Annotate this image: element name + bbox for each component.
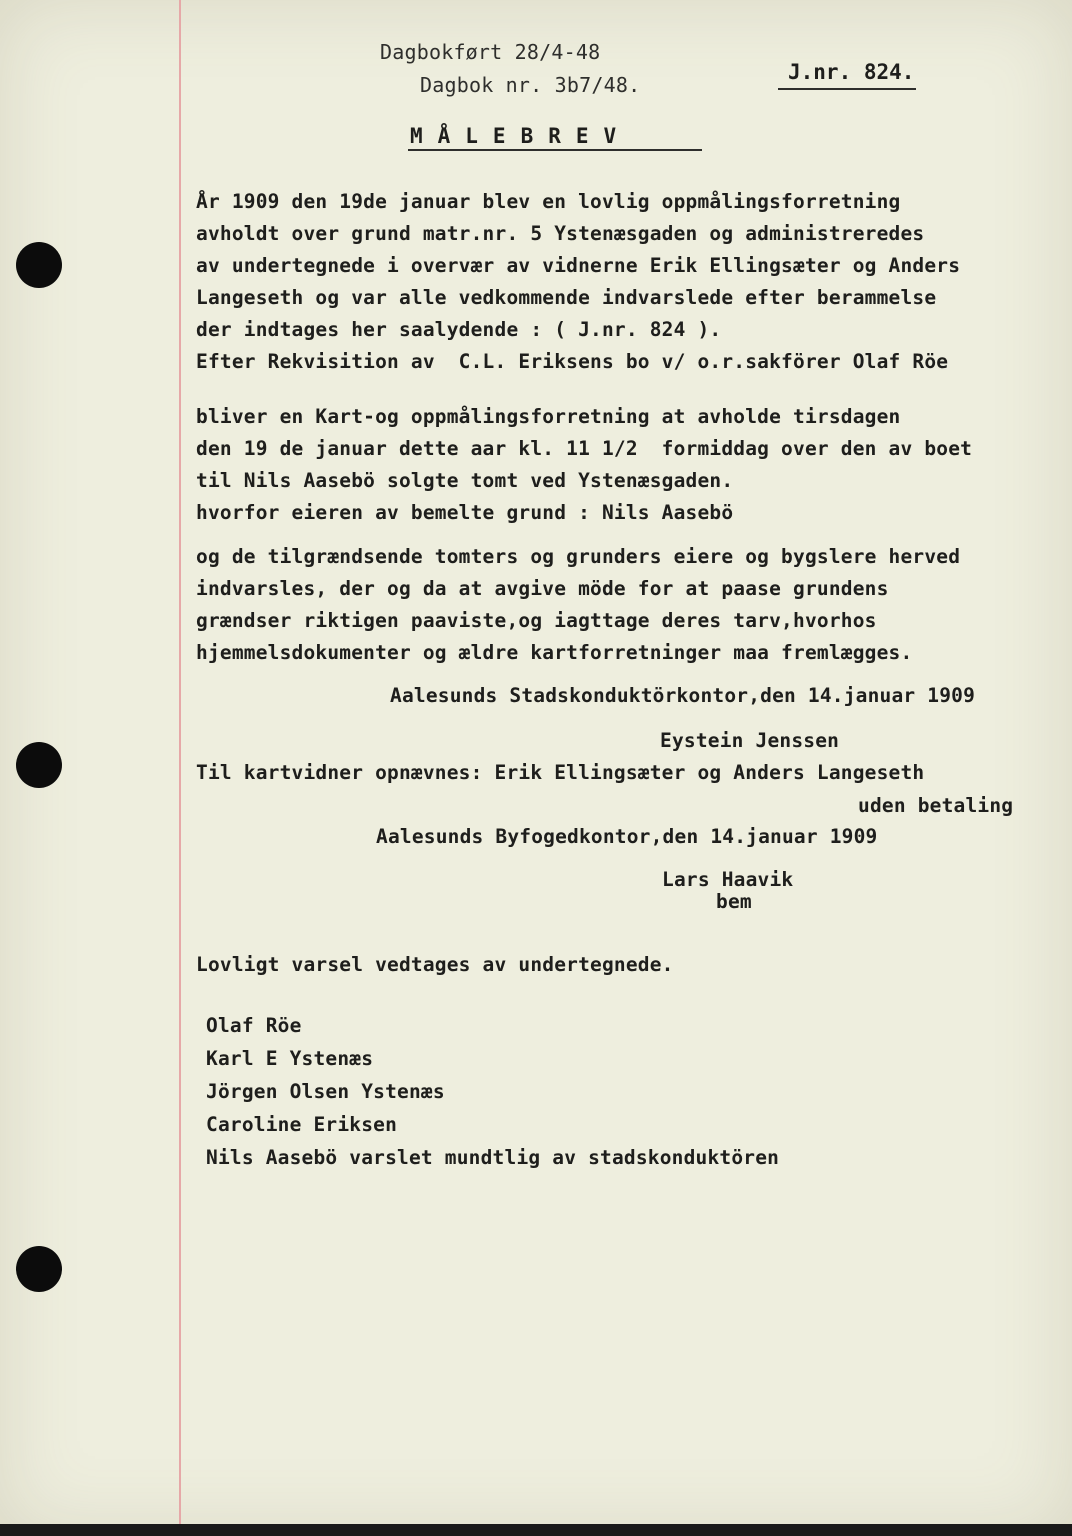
punch-hole-top (16, 242, 62, 288)
body-line: den 19 de januar dette aar kl. 11 1/2 formiddag over den av boet (196, 437, 973, 460)
signatory-line: Nils Aasebö varslet mundtlig av stadskonduktören (206, 1146, 780, 1169)
document-title: MÅLEBREV (410, 124, 632, 148)
margin-line (179, 0, 181, 1536)
body-line: grændser riktigen paaviste,og iagttage deres tarv,hvorhos (196, 609, 877, 632)
signatory-line: Olaf Röe (206, 1014, 302, 1037)
place-date-line: Aalesunds Byfogedkontor,den 14.januar 1909 (376, 825, 878, 848)
signature-name: Eystein Jenssen (660, 729, 840, 752)
body-line: Efter Rekvisition av C.L. Eriksens bo v/ o.r.sakförer Olaf Röe (196, 350, 949, 373)
signature-name: Lars Haavik (662, 868, 794, 891)
body-line: avholdt over grund matr.nr. 5 Ystenæsgaden og administreredes (196, 222, 925, 245)
punch-hole-bottom (16, 1246, 62, 1292)
place-date-line: Aalesunds Stadskonduktörkontor,den 14.januar 1909 (390, 684, 976, 707)
body-line: hjemmelsdokumenter og ældre kartforretninger maa fremlægges. (196, 641, 913, 664)
body-line: og de tilgrændsende tomters og grunders eiere og bygslere herved (196, 545, 961, 568)
dagbokfort-stamp: Dagbokført 28/4-48 (380, 40, 601, 64)
payment-note: uden betaling (858, 794, 1014, 817)
body-line: Langeseth og var alle vedkommende indvarslede efter berammelse (196, 286, 937, 309)
signatory-line: Caroline Eriksen (206, 1113, 398, 1136)
witness-line: Til kartvidner opnævnes: Erik Ellingsæter og Anders Langeseth (196, 761, 925, 784)
journal-number-underline (778, 88, 916, 90)
body-line: indvarsles, der og da at avgive möde for at paase grundens (196, 577, 889, 600)
body-line: bliver en Kart-og oppmålingsforretning at avholde tirsdagen (196, 405, 901, 428)
body-line: hvorfor eieren av bemelte grund : Nils Aasebö (196, 501, 734, 524)
acceptance-line: Lovligt varsel vedtages av undertegnede. (196, 953, 674, 976)
body-line: der indtages her saalydende : ( J.nr. 824 ). (196, 318, 722, 341)
punch-hole-middle (16, 742, 62, 788)
body-line: av undertegnede i overvær av vidnerne Erik Ellingsæter og Anders (196, 254, 961, 277)
scan-edge (0, 1524, 1072, 1536)
dagbok-number: Dagbok nr. 3b7/48. (420, 73, 641, 97)
signature-note: bem (716, 890, 752, 913)
signatory-line: Karl E Ystenæs (206, 1047, 374, 1070)
body-line: År 1909 den 19de januar blev en lovlig oppmålingsforretning (196, 190, 901, 213)
title-underline (408, 149, 702, 151)
body-line: til Nils Aasebö solgte tomt ved Ystenæsgaden. (196, 469, 734, 492)
journal-number: J.nr. 824. (788, 60, 915, 84)
signatory-line: Jörgen Olsen Ystenæs (206, 1080, 445, 1103)
